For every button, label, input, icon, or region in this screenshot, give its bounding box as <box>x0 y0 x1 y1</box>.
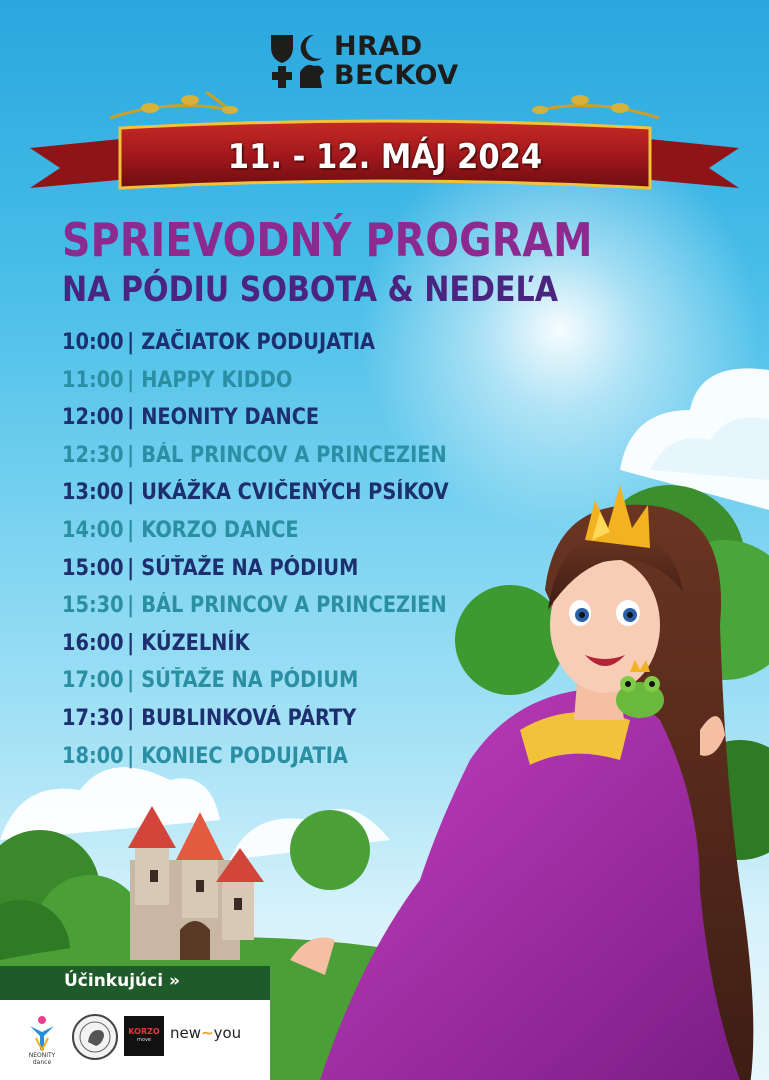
schedule-time: 12:30 <box>62 442 124 468</box>
schedule-separator: | <box>127 330 135 355</box>
neonity-figure-icon <box>22 1012 62 1052</box>
schedule-list <box>62 324 501 775</box>
korzo-sub: move <box>137 1037 151 1043</box>
schedule-event: BÁL PRINCOV A PRINCEZIEN <box>141 593 447 619</box>
schedule-event: BUBLINKOVÁ PÁRTY <box>141 705 357 731</box>
schedule-row <box>62 437 449 475</box>
newyou-part1: new <box>170 1024 202 1042</box>
schedule-time: 10:00 <box>62 330 124 355</box>
schedule-separator: | <box>127 442 135 468</box>
schedule-event: KONIEC PODUJATIA <box>141 743 348 769</box>
newyou-part2: you <box>213 1024 242 1042</box>
schedule-row <box>62 324 449 362</box>
schedule-separator: | <box>127 630 135 656</box>
schedule-event: BÁL PRINCOV A PRINCEZIEN <box>141 442 447 468</box>
neonity-name: NEONITY <box>28 1052 56 1059</box>
schedule-separator: | <box>127 593 135 619</box>
neonity-sub: dance <box>32 1059 52 1066</box>
schedule-time: 14:00 <box>62 517 124 543</box>
schedule-time: 16:00 <box>62 630 124 656</box>
schedule-time: 12:00 <box>62 405 124 431</box>
schedule-row <box>62 512 449 550</box>
schedule-row <box>62 399 449 437</box>
dog-club-logo <box>72 1014 118 1060</box>
schedule-row <box>62 474 449 512</box>
schedule-time: 15:00 <box>62 555 124 581</box>
neonity-dance-logo <box>22 1012 62 1070</box>
event-date: 11. - 12. MÁJ 2024 <box>227 137 543 177</box>
schedule-time: 11:00 <box>62 367 124 393</box>
schedule-time: 15:30 <box>62 593 124 619</box>
schedule-event: KORZO DANCE <box>141 517 299 543</box>
hrad-beckov-logo <box>268 30 508 92</box>
korzo-move-logo <box>124 1016 164 1056</box>
schedule-separator: | <box>127 367 135 393</box>
schedule-event: UKÁŽKA CVIČENÝCH PSÍKOV <box>141 480 449 506</box>
schedule-row <box>62 700 449 738</box>
schedule-row <box>62 587 449 625</box>
schedule-time: 17:30 <box>62 705 124 731</box>
schedule-separator: | <box>127 555 135 581</box>
castle <box>128 806 264 960</box>
program-title: SPRIEVODNÝ PROGRAM <box>62 213 593 267</box>
schedule-time: 13:00 <box>62 480 124 506</box>
schedule-row <box>62 662 449 700</box>
schedule-time: 17:00 <box>62 668 124 694</box>
schedule-separator: | <box>127 705 135 731</box>
schedule-row <box>62 738 449 776</box>
schedule-event: SÚŤAŽE NA PÓDIUM <box>141 555 359 581</box>
korzo-name: KORZO <box>128 1027 160 1036</box>
schedule-separator: | <box>127 405 135 431</box>
schedule-event: HAPPY KIDDO <box>141 367 293 393</box>
logo-text-beckov: BECKOV <box>334 60 459 91</box>
schedule-event: KÚZELNÍK <box>141 630 250 656</box>
new-you-logo: new~you <box>170 1024 242 1042</box>
program-subtitle: NA PÓDIU SOBOTA & NEDEĽA <box>62 270 558 310</box>
schedule-separator: | <box>127 480 135 506</box>
schedule-row <box>62 362 449 400</box>
logo-text-hrad: HRAD <box>334 31 423 62</box>
sponsor-logos <box>0 1000 270 1080</box>
schedule-separator: | <box>127 743 135 769</box>
schedule-time: 18:00 <box>62 743 124 769</box>
performers-bar[interactable] <box>0 966 270 1000</box>
schedule-event: ZAČIATOK PODUJATIA <box>141 330 376 355</box>
schedule-event: SÚŤAŽE NA PÓDIUM <box>141 668 359 694</box>
performers-label: Účinkujúci » <box>64 971 180 991</box>
schedule-row <box>62 550 449 588</box>
schedule-separator: | <box>127 517 135 543</box>
schedule-separator: | <box>127 668 135 694</box>
castle-heraldic-icon <box>268 32 326 90</box>
schedule-row <box>62 625 449 663</box>
dog-emblem-icon <box>74 1016 116 1058</box>
schedule-event: NEONITY DANCE <box>141 405 320 431</box>
